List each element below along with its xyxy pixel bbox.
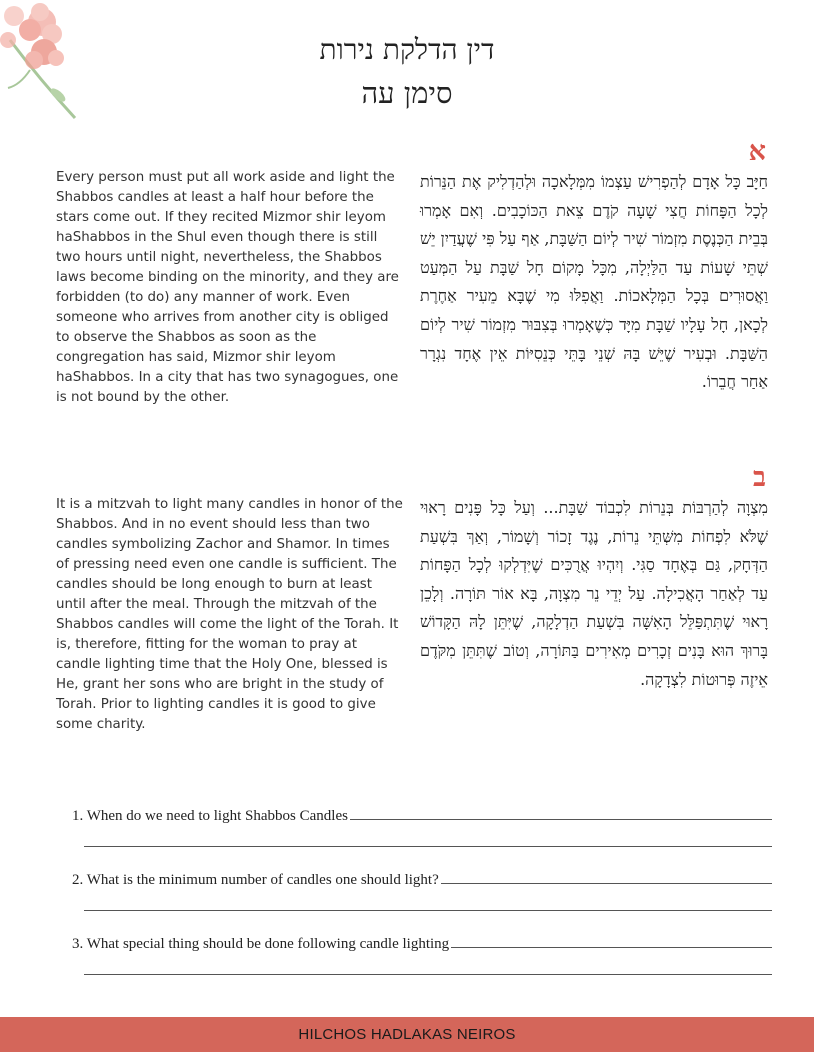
section-letter-1: א — [748, 136, 766, 167]
question-2 — [72, 867, 772, 889]
answer-line[interactable] — [84, 973, 772, 975]
question-1 — [72, 803, 772, 825]
section-1-english-text: Every person must put all work aside and light the Shabbos candles at least a half hour before the stars come out. If they recited Mizmor shir leyom haShabbos in the Shul even though there is still two hours until night, nevertheless, the Shabbos laws become binding on the minority, and they are forbidden (to do) any manner of work. Even someone who arrives from another city is obliged to observe the Shabbos as soon as the congregation has said, Mizmor shir leyom haShabbos. In a city that has two synagogues, one is not bound by the other. — [56, 170, 399, 405]
title-hebrew-siman: סימן עה — [361, 76, 453, 110]
question-3 — [72, 931, 772, 953]
question-3-text: 3. What special thing should be done following candle lighting — [72, 936, 450, 952]
questions-list — [72, 803, 772, 995]
answer-line[interactable] — [84, 909, 772, 911]
footer-label: HILCHOS HADLAKAS NEIROS — [298, 1026, 516, 1043]
question-1-text: 1. When do we need to light Shabbos Candles — [72, 808, 348, 824]
section-2-english-text: It is a mitzvah to light many candles in honor of the Shabbos. And in no event should less than two candles symbolizing Zachor and Shamor. In times of pressing need even one candle is sufficient. The candles should be long enough to burn at least until after the meal. Through the mitzvah of the Shabbos candles will come the light of the Torah. It is, therefore, fitting for the woman to pray at candle lighting time that the Holy One, blessed is He, grant her sons who are bright in the study of Torah. Prior to lighting candles it is good to give some charity. — [56, 497, 403, 732]
footer-banner — [0, 1017, 814, 1052]
title-hebrew-main: דין הדלקת נירות — [319, 33, 495, 66]
page-title — [0, 32, 814, 112]
answer-line[interactable] — [441, 869, 772, 884]
answer-line[interactable] — [350, 805, 772, 820]
question-2-text: 2. What is the minimum number of candles one should light? — [72, 872, 439, 888]
answer-line[interactable] — [451, 933, 772, 948]
answer-line[interactable] — [84, 845, 772, 847]
section-1-hebrew-text: חַיָּב כָּל אָדָם לְהַפְרִישׁ עַצְמוֹ מִמְּלָאכָה וּלְהַדְלִיק אֶת הַנֵּרוֹת לְכָל הַפָּחוֹת חֲצִי שָׁעָה קֹדֶם צֵאת הַכּוֹכָבִים. וְאִם אָמְרוּ בְּבֵית הַכְּנֶסֶת מִזְמוֹר שִׁיר לְיוֹם הַשַּׁבָּת, אַף עַל פִּי שֶׁעֲדַיִן יֵשׁ שְׁתֵּי שָׁעוֹת עַד הַלַּיְלָה, מִכָּל מָקוֹם חָל שַׁבָּת עַל הַמְּעַט וַאֲסוּרִים בְּכָל הַמְּלָאכוֹת. וַאֲפִלּוּ מִי שֶׁבָּא מֵעִיר אַחֶרֶת לְכָאן, חָל עָלָיו שַׁבָּת מִיָּד כְּשֶׁאָמְרוּ בְּצִבּוּר מִזְמוֹר שִׁיר לְיוֹם הַשַּׁבָּת. וּבְעִיר שֶׁיֵּשׁ בָּהּ שְׁנֵי בָּתֵּי כְּנֵסִיּוֹת אֵין אֶחָד נִגְרָר אַחַר חֲבֵרוֹ. — [420, 172, 768, 392]
section-2-hebrew-text: מִצְוָה לְהַרְבּוֹת בְּנֵרוֹת לִכְבוֹד שַׁבָּת... וְעַל כָּל פָּנִים רָאוּי שֶׁלֹּא לִפְחוֹת מִשְּׁתֵּי נֵרוֹת, נֶגֶד זָכוֹר וְשָׁמוֹר, וְאַךְ בִּשְׁעַת הַדְּחָק, גַּם בְּאֶחָד סַגִּי. וְיִהְיוּ אֲרֻכִּים שֶׁיִּדְלְקוּ לְכָל הַפָּחוֹת עַד לְאַחַר הָאֲכִילָה. עַל יְדֵי נֵר מִצְוָה, בָּא אוֹר תּוֹרָה. וְלָכֵן רָאוּי שֶׁתִּתְפַּלֵּל הָאִשָּׁה בִּשְׁעַת הַדְלָקָה, שֶׁיִּתֵּן לָהּ הַקָּדוֹשׁ בָּרוּךְ הוּא בָּנִים זְכָרִים מְאִירִים בַּתּוֹרָה, וְטוֹב שֶׁתִּתֵּן מִקֹּדֶם אֵיזֶה פְּרוּטוֹת לִצְדָקָה. — [420, 498, 768, 689]
section-letter-2: ב — [752, 462, 766, 493]
